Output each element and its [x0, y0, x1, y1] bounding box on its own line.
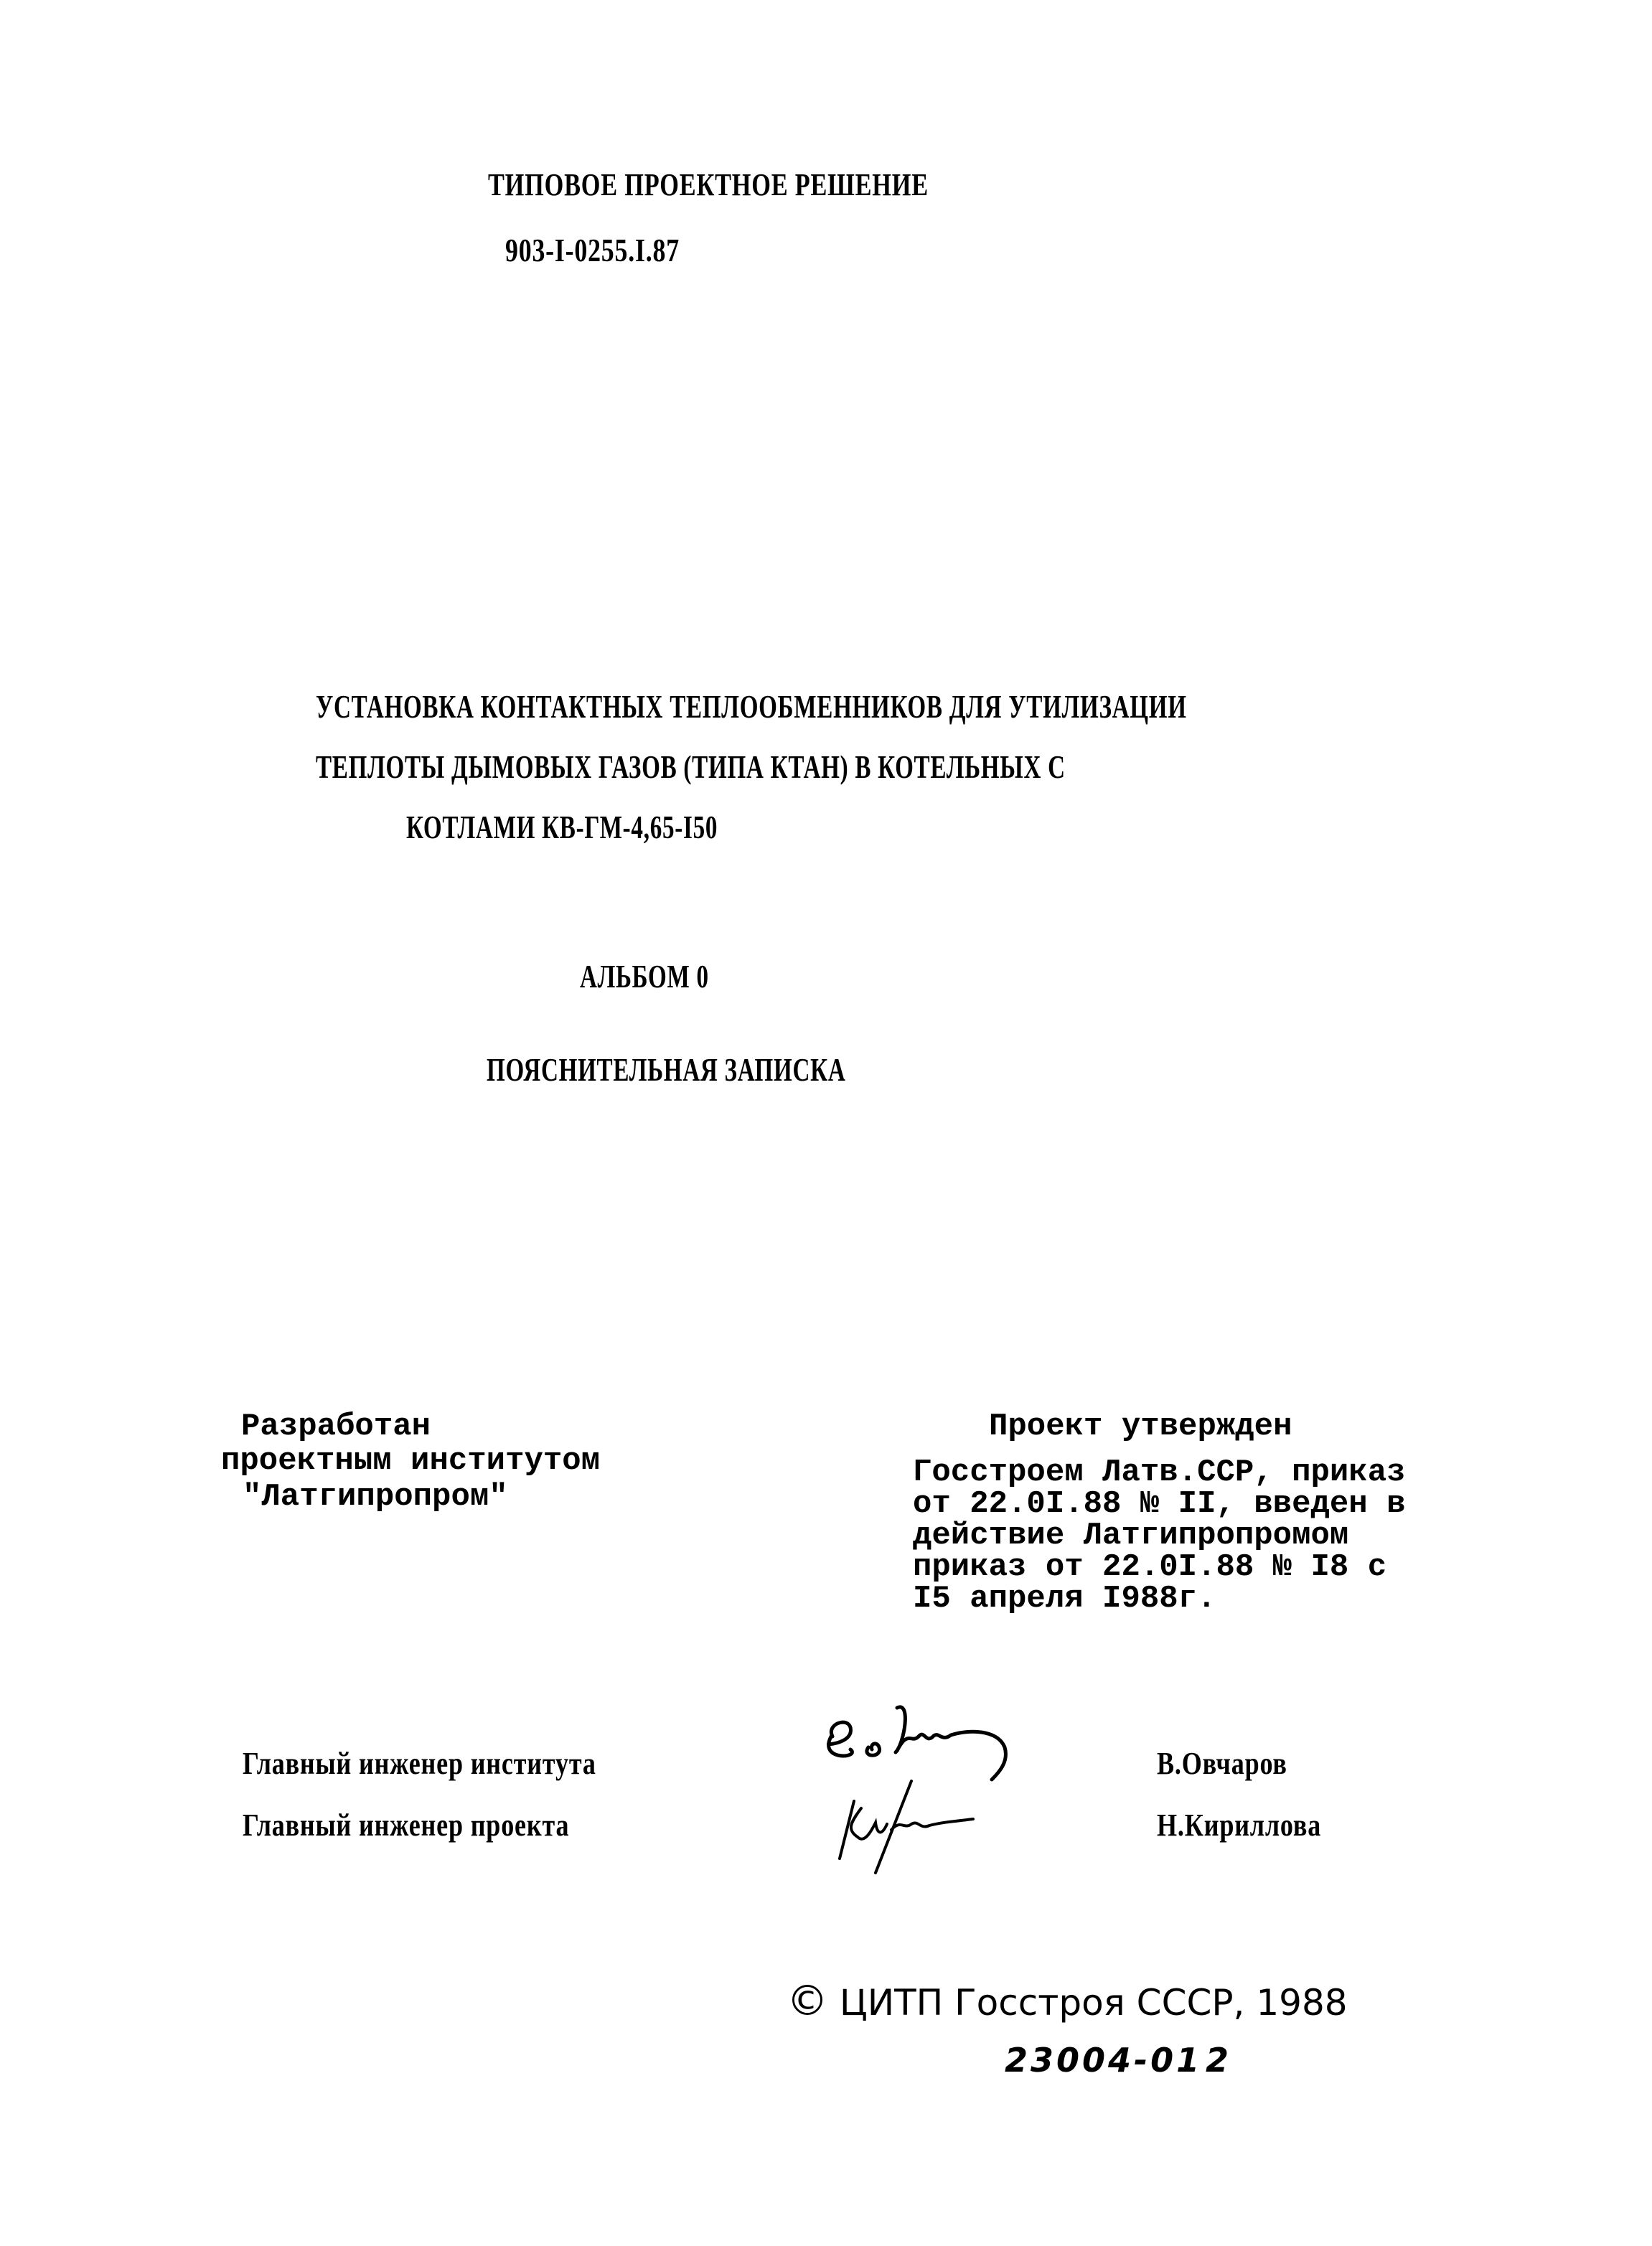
developed-by-line-1: Разработан	[241, 1409, 431, 1444]
signature-kirillova-icon	[832, 1780, 1048, 1880]
copyright-icon: ©	[787, 1976, 828, 2025]
copyright-text: ЦИТП Госстроя СССР, 1988	[839, 1982, 1348, 2024]
approved-line-1: Госстроем Латв.ССР, приказ	[913, 1455, 1406, 1490]
title-line-3: КОТЛАМИ КВ-ГМ-4,65-I50	[406, 809, 718, 845]
stamp-number: 23004-01	[1005, 2041, 1203, 2080]
approved-line-4: приказ от 22.0I.88 № I8 с	[913, 1549, 1387, 1585]
developed-by-line-2: проектным институтом	[221, 1443, 601, 1479]
signature-role-1: Главный инженер института	[243, 1746, 596, 1781]
signature-role-2: Главный инженер проекта	[243, 1808, 570, 1843]
signature-ovcharov-icon	[811, 1693, 1112, 1787]
album-label: АЛЬБОМ 0	[580, 958, 709, 995]
approved-line-3: действие Латгипропромом	[913, 1518, 1349, 1554]
signature-name-1: В.Овчаров	[1157, 1746, 1287, 1781]
developed-by-institute: "Латгипропром"	[243, 1479, 508, 1515]
copyright-stamp	[787, 1976, 1348, 2025]
title-line-2: ТЕПЛОТЫ ДЫМОВЫХ ГАЗОВ (ТИПА КТАН) В КОТЕЛЬНЫХ С	[316, 748, 1066, 785]
page-number: 2	[1206, 2041, 1232, 2080]
signature-name-2: Н.Кириллова	[1157, 1808, 1322, 1843]
title-line-1: УСТАНОВКА КОНТАКТНЫХ ТЕПЛООБМЕННИКОВ ДЛЯ УТИЛИЗАЦИИ	[316, 688, 1187, 725]
album-subtitle: ПОЯСНИТЕЛЬНАЯ ЗАПИСКА	[487, 1051, 846, 1088]
document-code: 903-I-0255.I.87	[505, 232, 680, 268]
approved-line-5: I5 апреля I988г.	[913, 1581, 1216, 1617]
approved-heading: Проект утвержден	[989, 1409, 1292, 1444]
document-type-heading: ТИПОВОЕ ПРОЕКТНОЕ РЕШЕНИЕ	[488, 167, 929, 202]
approved-line-2: от 22.0I.88 № II, введен в	[913, 1486, 1406, 1522]
